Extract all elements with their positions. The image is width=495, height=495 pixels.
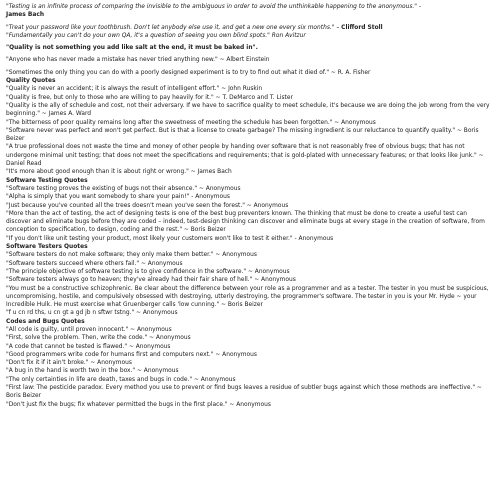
quote-author: James Bach bbox=[6, 12, 45, 19]
list-item: "Just because you've counted all the trees doesn't mean you've seen the forest." ~ Anonymous bbox=[6, 202, 289, 209]
list-item: "A true professional does not waste the time and money of other people by handing over software that is not reasonably free of obvious bugs; that has not undergone minimal unit testing; that does not meet the specifications and requirements; that is gold-plated with unnecessary features; or that looks like junk." ~ Daniel Read bbox=[6, 144, 484, 168]
section-heading-quality: Quality Quotes bbox=[6, 78, 56, 85]
list-item: "First law: The pesticide paradox. Every method you use to prevent or find bugs leaves a residue of subtler bugs against which those methods are ineffective." ~ Boris Beizer bbox=[6, 385, 482, 400]
list-item: "A bug in the hand is worth two in the box." ~ Anonymous bbox=[6, 368, 179, 375]
quote-intro-3: "Fundamentally you can't do your own QA, it's a question of seeing you own blind spots." Ron Avitzur bbox=[6, 32, 306, 39]
list-item: "Software testing proves the existing of bugs not their absence." ~ Anonymous bbox=[6, 185, 241, 192]
quote-intro-4: "Quality is not something you add like salt at the end, it must be baked in". bbox=[6, 45, 258, 52]
quotes-document bbox=[6, 3, 491, 409]
list-item: "Don't fix it if it ain't broke." ~ Anonymous bbox=[6, 360, 132, 367]
list-item: "Quality is never an accident; it is always the result of intelligent effort." ~ John Ruskin bbox=[6, 86, 263, 93]
quote-intro-2 bbox=[6, 24, 491, 32]
quote-text: "Treat your password like your toothbrush. Don't let anybody else use it, and get a new one every six months." – bbox=[6, 24, 340, 31]
list-item: "Quality is the ally of schedule and cost, not their adversary. If we have to sacrifice quality to meet schedule, it's because we are doing the job wrong from the very beginning." ~ James A. Ward bbox=[6, 102, 490, 118]
section-heading-software-testers: Software Testers Quotes bbox=[6, 244, 88, 251]
list-item: "Alpha is simply that you want somebody to share your pain!" - Anonymous bbox=[6, 194, 230, 201]
list-item: "All code is guilty, until proven innocent." ~ Anonymous bbox=[6, 326, 172, 333]
quote-intro-1 bbox=[6, 3, 491, 11]
list-item: "Software testers always go to heaven; they've already had their fair share of hell." ~ Anonymous bbox=[6, 277, 296, 284]
section-heading-software-testing: Software Testing Quotes bbox=[6, 177, 88, 184]
list-item: "A code that cannot be tested is flawed." ~ Anonymous bbox=[6, 343, 171, 350]
quote-text: "Testing is an infinite process of comparing the invisible to the ambiguous in order to avoid the unthinkable happening to the anonymous." - bbox=[6, 4, 421, 10]
quote-intro-6: "Sometimes the only thing you can do with a poorly designed experiment is to try to find out what it died of." ~ R. A. Fisher bbox=[6, 69, 371, 76]
list-item: "Software never was perfect and won't get perfect. But is that a license to create garbage? The missing ingredient is our reluctance to quantify quality." ~ Boris Beizer bbox=[6, 127, 479, 143]
list-item: "Good programmers write code for humans first and computers next." ~ Anonymous bbox=[6, 351, 257, 358]
section-heading-codes-bugs: Codes and Bugs Quotes bbox=[6, 318, 85, 325]
list-item: "Software testers succeed where others fail." ~ Anonymous bbox=[6, 260, 183, 267]
quote-author: Clifford Stoll bbox=[341, 24, 383, 31]
list-item: "Software testers do not make software; they only make them better." ~ Anonymous bbox=[6, 252, 257, 259]
list-item: "The principle objective of software testing is to give confidence in the software." ~ Anonymous bbox=[6, 268, 290, 275]
list-item: "More than the act of testing, the act of designing tests is one of the best bug preventers known. The thinking that must be done to create a useful test can discover and eliminate bugs before they are coded – indeed, test-design thinking can discover and eliminate bugs at every stage in the creation of software, from conception to specification, to design, coding and the rest." ~ Boris Beizer bbox=[6, 210, 485, 234]
list-item: "The only certainties in life are death, taxes and bugs in code." ~ Anonymous bbox=[6, 376, 236, 383]
list-item: "The bitterness of poor quality remains long after the sweetness of meeting the schedule has been forgotten." ~ Anonymous bbox=[6, 119, 376, 126]
list-item: "f u cn rd ths, u cn gt a gd jb n sftwr tstng." ~ Anonymous bbox=[6, 310, 178, 317]
list-item: "First, solve the problem. Then, write the code." ~ Anonymous bbox=[6, 335, 191, 342]
list-item: "You must be a constructive schizophrenic. Be clear about the difference between your role as a programmer and as a tester. The tester in you must be suspicious, uncompromising, hostile, and compulsively obsessed with destroying, utterly destroying, the programmer's software. The tester in you is your Mr. Hyde ~ your Incredible Hulk. He must exercise what Gruenberger calls 'low cunning." ~ Boris Beizer bbox=[6, 285, 489, 309]
list-item: "Don't just fix the bugs; fix whatever permitted the bugs in the first place." ~ Anonymous bbox=[6, 401, 271, 408]
list-item: "Quality is free, but only to those who are willing to pay heavily for it." ~ T. DeMarco and T. Lister bbox=[6, 94, 293, 101]
quote-intro-5: "Anyone who has never made a mistake has never tried anything new." ~ Albert Einstein bbox=[6, 57, 270, 64]
list-item: "If you don't like unit testing your product, most likely your customers won't like to test it either." - Anonymous bbox=[6, 235, 334, 242]
list-item: "It's more about good enough than it is about right or wrong." ~ James Bach bbox=[6, 169, 232, 176]
